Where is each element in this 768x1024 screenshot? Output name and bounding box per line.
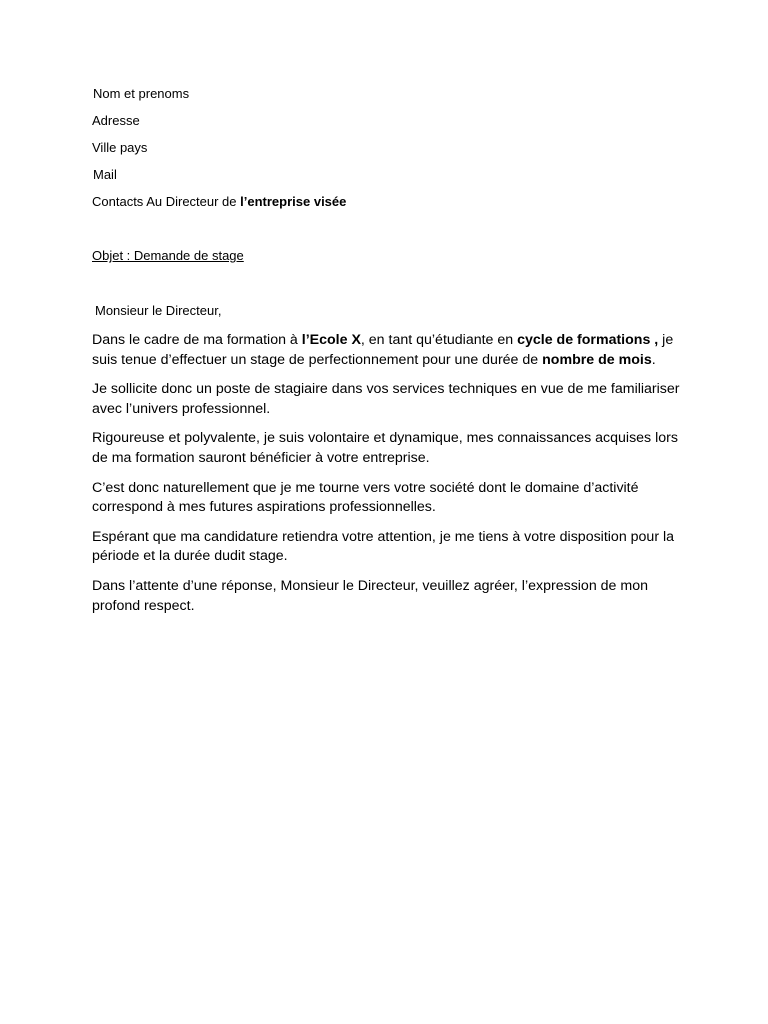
paragraph-1	[92, 331, 682, 370]
sender-city-country: Ville pays	[92, 140, 148, 155]
sender-address: Adresse	[92, 113, 140, 128]
p1-text-3: je suis tenue d’effectuer un stage de perfectionnement pour une durée de	[92, 332, 674, 368]
sender-name: Nom et prenoms	[93, 86, 190, 101]
salutation: Monsieur le Directeur,	[95, 303, 222, 318]
p1-text-2: , en tant qu’étudiante en	[360, 332, 518, 348]
sender-mail: Mail	[93, 167, 117, 182]
paragraph-5: Espérant que ma candidature retiendra votre attention, je me tiens à votre disposition pour la période et la durée dudit stage.	[92, 528, 675, 565]
number-of-months: nombre de mois	[542, 351, 652, 368]
paragraph-3: Rigoureuse et polyvalente, je suis volontaire et dynamique, mes connaissances acquises lors de ma formation sauront bénéficier à votre entreprise.	[92, 430, 678, 466]
sender-block	[92, 85, 692, 220]
paragraph-6: Dans l’attente d’une réponse, Monsieur le Directeur, veuillez agréer, l’expression de mon profond respect.	[92, 577, 648, 614]
letter-body	[92, 302, 682, 626]
letter-subject: Objet : Demande de stage	[92, 248, 244, 263]
recipient-line	[92, 193, 692, 220]
school-name: l’Ecole X	[301, 332, 361, 348]
paragraph-2: Je sollicite donc un poste de stagiaire dans vos services techniques en vue de me familiariser avec l’univers professionnel.	[92, 381, 680, 417]
recipient-company: l’entreprise visée	[240, 194, 347, 209]
paragraph-4: C’est donc naturellement que je me tourne vers votre société dont le domaine d’activité correspond à mes futures aspirations professionnelles.	[92, 479, 639, 516]
p1-text-1: Dans le cadre de ma formation à	[92, 332, 302, 348]
training-cycle: cycle de formations ,	[517, 332, 659, 348]
contacts-prefix: Contacts Au Directeur de	[92, 194, 241, 209]
p1-text-4: .	[651, 351, 656, 368]
